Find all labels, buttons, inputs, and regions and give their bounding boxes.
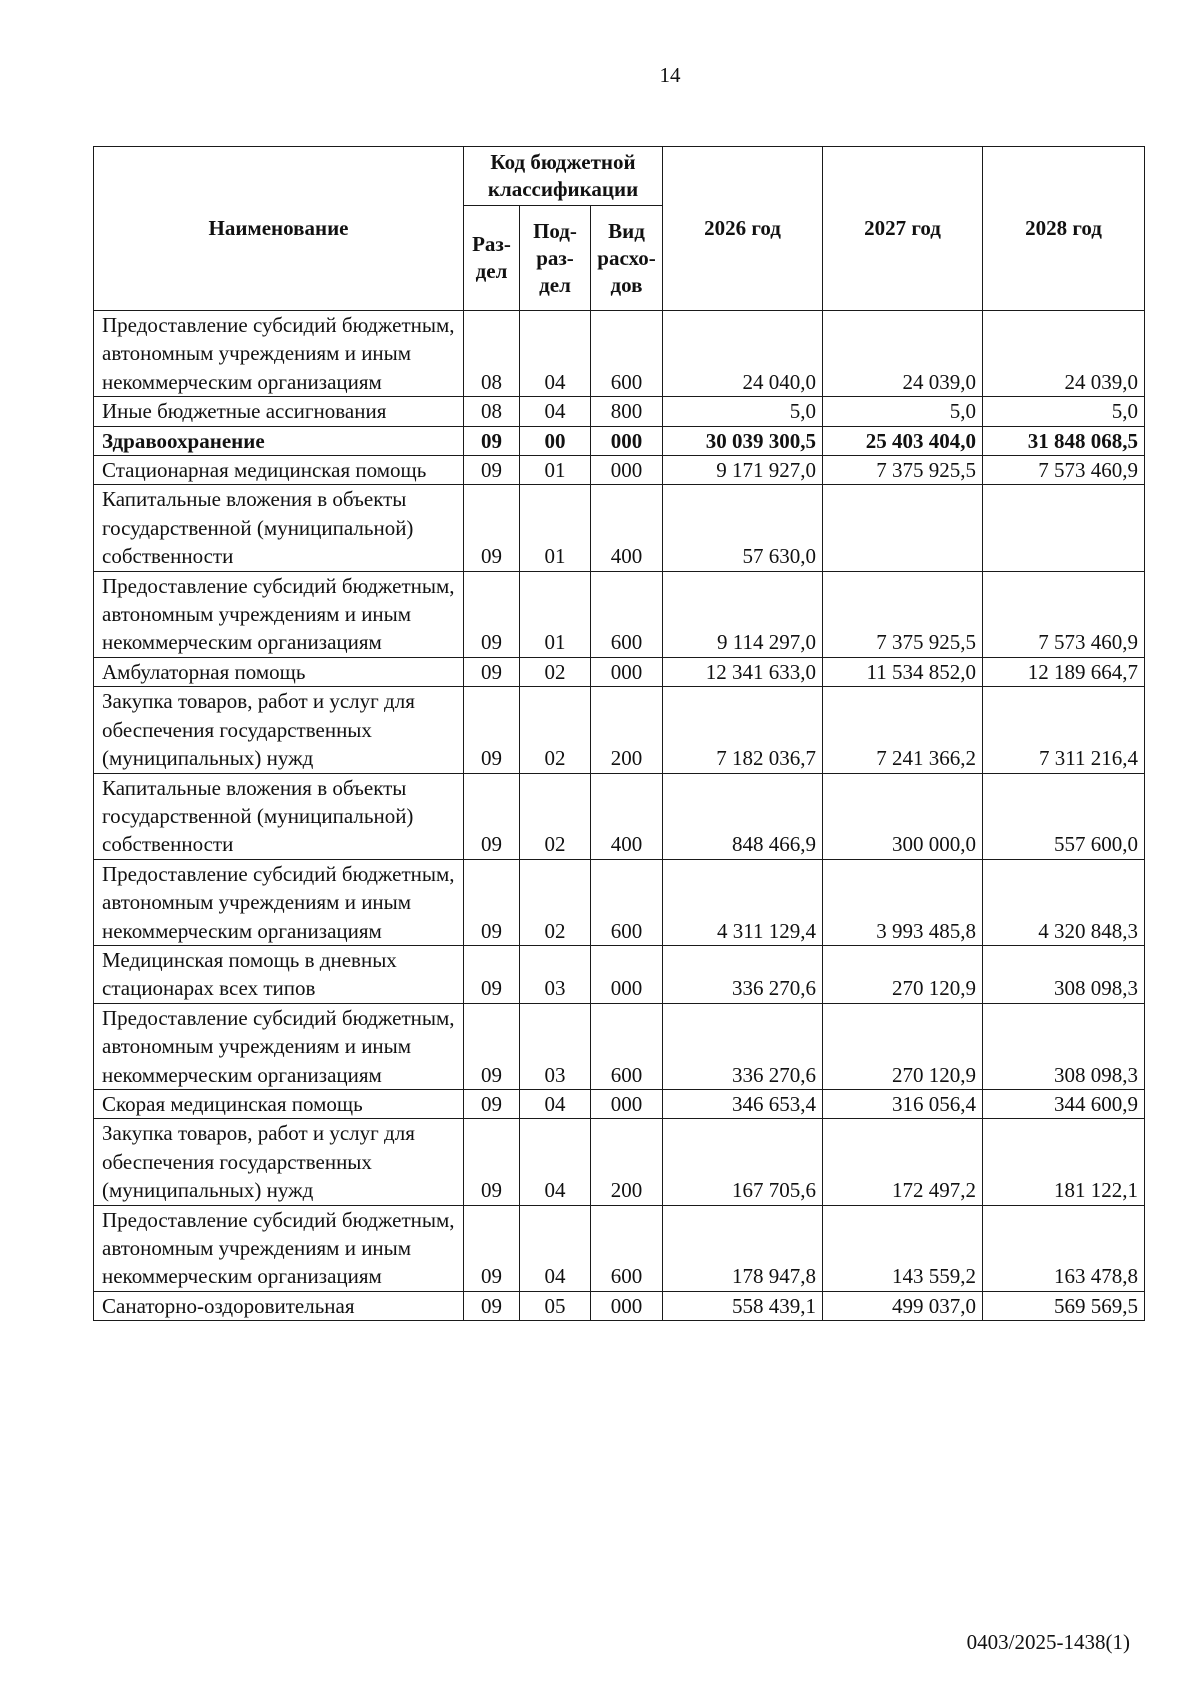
table-row <box>94 485 1145 571</box>
row-value-2027: 172 497,2 <box>823 1119 983 1205</box>
row-value-2026: 178 947,8 <box>663 1205 823 1291</box>
row-podrazdel: 01 <box>520 485 591 571</box>
row-vid: 000 <box>591 1291 663 1320</box>
row-value-2027: 3 993 485,8 <box>823 859 983 945</box>
row-name: Предоставление субсидий бюджетным, автономным учреждениям и иным некоммерческим организациям <box>94 1003 464 1089</box>
row-name: Предоставление субсидий бюджетным, автономным учреждениям и иным некоммерческим организациям <box>94 571 464 657</box>
row-vid: 400 <box>591 485 663 571</box>
row-vid: 000 <box>591 1089 663 1118</box>
table-row <box>94 456 1145 485</box>
table-row <box>94 687 1145 773</box>
row-podrazdel: 04 <box>520 1119 591 1205</box>
row-name: Скорая медицинская помощь <box>94 1089 464 1118</box>
table-row <box>94 773 1145 859</box>
row-value-2026: 12 341 633,0 <box>663 657 823 686</box>
row-name: Закупка товаров, работ и услуг для обеспечения государственных (муниципальных) нужд <box>94 1119 464 1205</box>
row-podrazdel: 02 <box>520 859 591 945</box>
row-podrazdel: 01 <box>520 571 591 657</box>
row-value-2027 <box>823 485 983 571</box>
row-podrazdel: 04 <box>520 397 591 426</box>
row-value-2028: 5,0 <box>983 397 1145 426</box>
row-vid: 000 <box>591 426 663 455</box>
header-vid: Вид расхо-дов <box>591 206 663 311</box>
table-row <box>94 1119 1145 1205</box>
row-razdel: 09 <box>464 1119 520 1205</box>
row-value-2026: 57 630,0 <box>663 485 823 571</box>
row-razdel: 09 <box>464 945 520 1003</box>
table-row <box>94 945 1145 1003</box>
table-body <box>94 311 1145 1321</box>
header-2026: 2026 год <box>663 147 823 311</box>
table-row <box>94 1089 1145 1118</box>
table-row <box>94 311 1145 397</box>
row-value-2026: 30 039 300,5 <box>663 426 823 455</box>
row-value-2027: 11 534 852,0 <box>823 657 983 686</box>
row-value-2027: 270 120,9 <box>823 945 983 1003</box>
table-row <box>94 397 1145 426</box>
row-name: Стационарная медицинская помощь <box>94 456 464 485</box>
row-value-2028: 7 311 216,4 <box>983 687 1145 773</box>
row-razdel: 09 <box>464 1205 520 1291</box>
row-vid: 200 <box>591 687 663 773</box>
header-kbk: Код бюджетной классификации <box>464 147 663 206</box>
row-podrazdel: 02 <box>520 687 591 773</box>
row-podrazdel: 05 <box>520 1291 591 1320</box>
row-value-2026: 5,0 <box>663 397 823 426</box>
row-value-2028: 4 320 848,3 <box>983 859 1145 945</box>
row-name: Здравоохранение <box>94 426 464 455</box>
row-value-2028: 308 098,3 <box>983 945 1145 1003</box>
row-value-2028: 344 600,9 <box>983 1089 1145 1118</box>
row-podrazdel: 04 <box>520 311 591 397</box>
row-vid: 600 <box>591 1003 663 1089</box>
row-razdel: 09 <box>464 859 520 945</box>
row-vid: 000 <box>591 657 663 686</box>
row-value-2028: 557 600,0 <box>983 773 1145 859</box>
row-value-2028: 7 573 460,9 <box>983 571 1145 657</box>
row-value-2027: 300 000,0 <box>823 773 983 859</box>
row-podrazdel: 00 <box>520 426 591 455</box>
row-value-2026: 346 653,4 <box>663 1089 823 1118</box>
row-vid: 400 <box>591 773 663 859</box>
row-name: Капитальные вложения в объекты государственной (муниципальной) собственности <box>94 773 464 859</box>
row-name: Амбулаторная помощь <box>94 657 464 686</box>
row-razdel: 08 <box>464 311 520 397</box>
table-row <box>94 657 1145 686</box>
row-name: Иные бюджетные ассигнования <box>94 397 464 426</box>
row-value-2026: 4 311 129,4 <box>663 859 823 945</box>
row-razdel: 09 <box>464 485 520 571</box>
row-value-2028: 31 848 068,5 <box>983 426 1145 455</box>
row-value-2028: 24 039,0 <box>983 311 1145 397</box>
row-razdel: 09 <box>464 456 520 485</box>
row-value-2026: 336 270,6 <box>663 945 823 1003</box>
header-razdel: Раз-дел <box>464 206 520 311</box>
row-vid: 600 <box>591 311 663 397</box>
row-name: Предоставление субсидий бюджетным, автономным учреждениям и иным некоммерческим организациям <box>94 311 464 397</box>
row-podrazdel: 04 <box>520 1089 591 1118</box>
document-code: 0403/2025-1438(1) <box>966 1630 1130 1654</box>
row-value-2027: 25 403 404,0 <box>823 426 983 455</box>
row-vid: 600 <box>591 571 663 657</box>
row-name: Предоставление субсидий бюджетным, автономным учреждениям и иным некоммерческим организациям <box>94 859 464 945</box>
row-value-2027: 24 039,0 <box>823 311 983 397</box>
row-value-2026: 24 040,0 <box>663 311 823 397</box>
row-value-2027: 316 056,4 <box>823 1089 983 1118</box>
table-row <box>94 426 1145 455</box>
row-razdel: 09 <box>464 571 520 657</box>
row-razdel: 09 <box>464 657 520 686</box>
header-name: Наименование <box>94 147 464 311</box>
row-value-2027: 143 559,2 <box>823 1205 983 1291</box>
row-value-2026: 7 182 036,7 <box>663 687 823 773</box>
row-vid: 000 <box>591 456 663 485</box>
row-name: Медицинская помощь в дневных стационарах всех типов <box>94 945 464 1003</box>
row-name: Санаторно-оздоровительная <box>94 1291 464 1320</box>
row-value-2027: 7 375 925,5 <box>823 456 983 485</box>
row-value-2027: 499 037,0 <box>823 1291 983 1320</box>
row-razdel: 08 <box>464 397 520 426</box>
row-value-2027: 7 241 366,2 <box>823 687 983 773</box>
row-razdel: 09 <box>464 1089 520 1118</box>
row-name: Закупка товаров, работ и услуг для обеспечения государственных (муниципальных) нужд <box>94 687 464 773</box>
header-2027: 2027 год <box>823 147 983 311</box>
header-2028: 2028 год <box>983 147 1145 311</box>
table-row <box>94 571 1145 657</box>
row-value-2028: 308 098,3 <box>983 1003 1145 1089</box>
row-value-2026: 9 114 297,0 <box>663 571 823 657</box>
row-value-2027: 5,0 <box>823 397 983 426</box>
row-podrazdel: 02 <box>520 773 591 859</box>
row-value-2026: 9 171 927,0 <box>663 456 823 485</box>
row-value-2026: 558 439,1 <box>663 1291 823 1320</box>
budget-table <box>93 146 1145 1321</box>
row-podrazdel: 01 <box>520 456 591 485</box>
row-podrazdel: 02 <box>520 657 591 686</box>
row-podrazdel: 03 <box>520 1003 591 1089</box>
row-vid: 800 <box>591 397 663 426</box>
row-podrazdel: 04 <box>520 1205 591 1291</box>
table-row <box>94 1003 1145 1089</box>
row-razdel: 09 <box>464 773 520 859</box>
row-razdel: 09 <box>464 426 520 455</box>
row-vid: 600 <box>591 1205 663 1291</box>
row-value-2026: 848 466,9 <box>663 773 823 859</box>
row-razdel: 09 <box>464 1003 520 1089</box>
row-value-2028: 12 189 664,7 <box>983 657 1145 686</box>
row-value-2028: 7 573 460,9 <box>983 456 1145 485</box>
row-value-2028: 181 122,1 <box>983 1119 1145 1205</box>
row-value-2028: 569 569,5 <box>983 1291 1145 1320</box>
table-row <box>94 859 1145 945</box>
table-row <box>94 1205 1145 1291</box>
row-value-2026: 336 270,6 <box>663 1003 823 1089</box>
row-value-2028: 163 478,8 <box>983 1205 1145 1291</box>
row-value-2026: 167 705,6 <box>663 1119 823 1205</box>
row-value-2027: 270 120,9 <box>823 1003 983 1089</box>
row-vid: 600 <box>591 859 663 945</box>
row-podrazdel: 03 <box>520 945 591 1003</box>
row-razdel: 09 <box>464 687 520 773</box>
row-value-2027: 7 375 925,5 <box>823 571 983 657</box>
row-vid: 000 <box>591 945 663 1003</box>
row-vid: 200 <box>591 1119 663 1205</box>
row-value-2028 <box>983 485 1145 571</box>
row-name: Предоставление субсидий бюджетным, автономным учреждениям и иным некоммерческим организациям <box>94 1205 464 1291</box>
header-podrazdel: Под-раз-дел <box>520 206 591 311</box>
row-razdel: 09 <box>464 1291 520 1320</box>
table-row <box>94 1291 1145 1320</box>
page-number: 14 <box>659 63 681 87</box>
row-name: Капитальные вложения в объекты государственной (муниципальной) собственности <box>94 485 464 571</box>
